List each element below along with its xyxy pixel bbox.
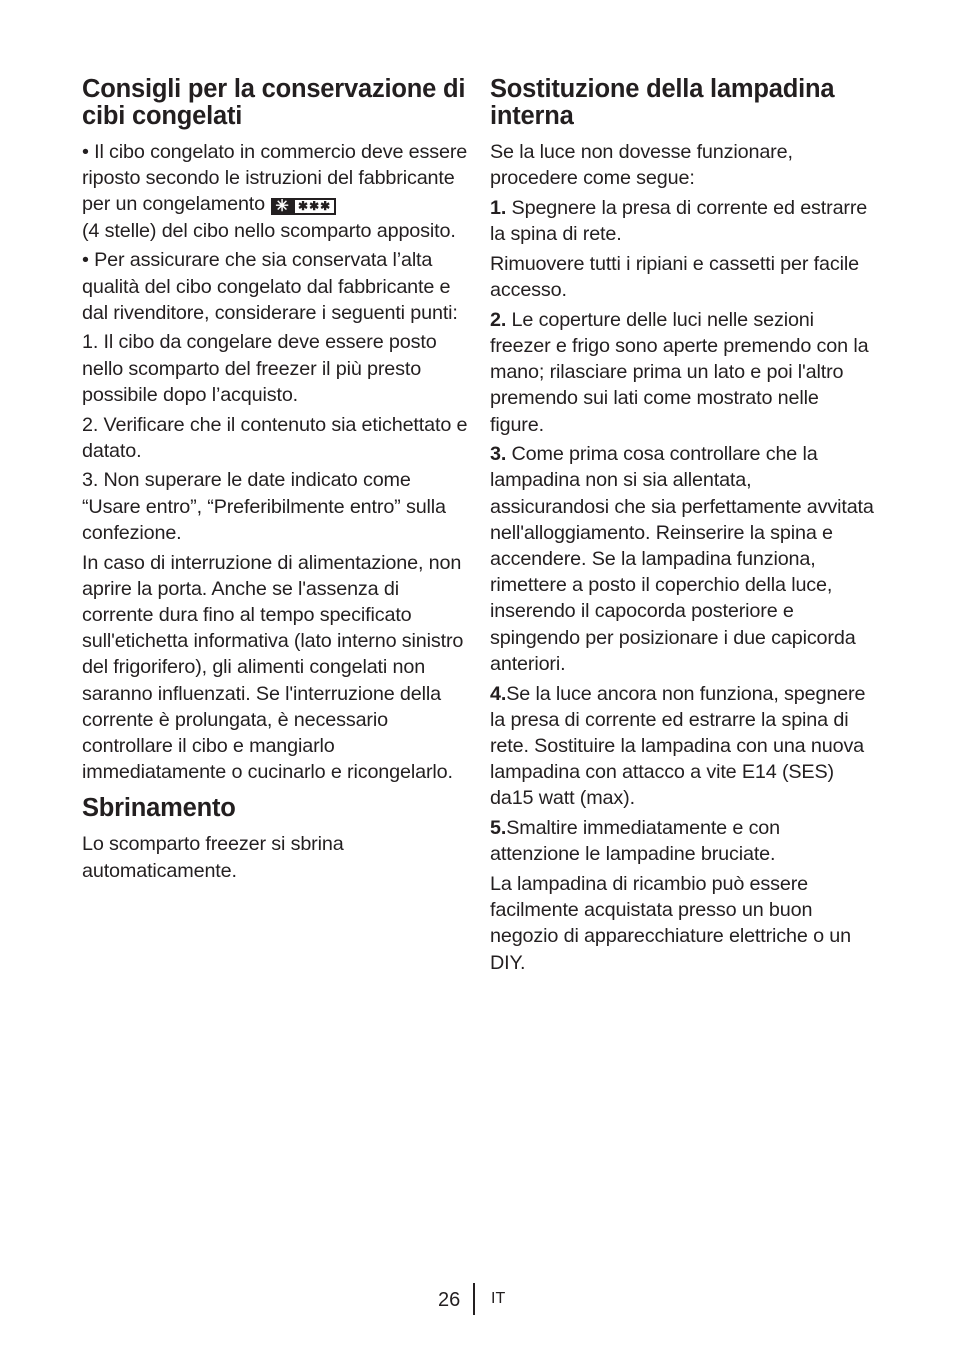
step-3	[490, 441, 875, 677]
language-code: IT	[491, 1290, 506, 1307]
step-2-number: 2.	[490, 308, 507, 331]
step-5	[490, 815, 875, 867]
point-2: 2. Verificare che il contenuto sia etichettato e datato.	[82, 413, 468, 462]
step-4	[490, 681, 875, 812]
step-2-text: Le coperture delle luci nelle sezioni freezer e frigo sono aperte premendo con la mano; rilasciare prima un lato e poi l'altro premendo sui lati come mostrato nelle figure.	[490, 308, 869, 436]
step-3-text: Come prima cosa controllare che la lampadina non si sia allentata, assicurandosi che sia perfettamente avvitata nell'alloggiamento. Reinserire la spina e accendere. Se la lampadina funziona, rimettere a posto il coperchio della luce, inserendo il capocorda posteriore e spingendo per posizionare i due capicorda anteriori.	[490, 443, 874, 675]
bullet-text-before-icon: • Il cibo congelato in commercio deve essere riposto secondo le istruzioni del fabbricante per un congelamento	[82, 141, 468, 216]
bullet-commercial-frozen-food	[82, 139, 472, 244]
step-5-number: 5.	[490, 817, 507, 840]
step-3-number: 3.	[490, 443, 507, 466]
bullet-quality: • Per assicurare che sia conservata l’alta qualità del cibo congelato dal fabbricante e dal rivenditore, considerare i seguenti punti:	[82, 249, 458, 324]
step-4-number: 4.	[490, 682, 507, 705]
remove-shelves-paragraph: Rimuovere tutti i ripiani e cassetti per facile accesso.	[490, 252, 859, 302]
power-cut-paragraph: In caso di interruzione di alimentazione, non aprire la porta. Anche se l'assenza di corrente dura fino al tempo specificato sull'etichetta informativa (lato interno sinistro del frigorifero), gli alimenti congelati non saranno influenzati. Se l'interruzione della corrente è prolungata, è necessario controllare il cibo e mangiarlo immediatamente o cucinarlo e ricongelarlo.	[82, 551, 464, 784]
left-column	[82, 76, 472, 887]
step-1-number: 1.	[490, 196, 507, 219]
section-heading-bulb-replacement: Sostituzione della lampadina interna	[490, 75, 835, 130]
section-heading-defrost: Sbrinamento	[82, 794, 236, 823]
section-heading-frozen-food: Consigli per la conservazione di cibi congelati	[82, 75, 466, 130]
step-1-text: Spegnere la presa di corrente ed estrarre la spina di rete.	[490, 196, 868, 246]
step-1	[490, 195, 875, 247]
intro-paragraph: Se la luce non dovesse funzionare, procedere come segue:	[490, 141, 793, 190]
footer-divider	[473, 1283, 475, 1315]
four-star-freezer-icon: ✳ ✱✱✱	[271, 198, 336, 215]
point-1: 1. Il cibo da congelare deve essere posto nello scomparto del freezer il più presto possibile dopo l’acquisto.	[82, 331, 437, 406]
step-4-text: Se la luce ancora non funziona, spegnere la presa di corrente ed estrarre la spina di rete. Sostituire la lampadina con una nuova lampadina con attacco a vite E14 (SES) da15 watt (max).	[490, 682, 866, 810]
replacement-bulb-paragraph: La lampadina di ricambio può essere facilmente acquistata presso un buon negozio di apparecchiature elettriche o un DIY.	[490, 872, 851, 974]
page-footer	[0, 1283, 954, 1323]
right-column	[490, 76, 875, 979]
point-3: 3. Non superare le date indicato come “Usare entro”, “Preferibilmente entro” sulla confezione.	[82, 469, 446, 544]
bullet-text-after-icon: (4 stelle) del cibo nello scomparto apposito.	[82, 219, 456, 242]
step-5-text: Smaltire immediatamente e con attenzione le lampadine bruciate.	[490, 817, 781, 866]
defrost-paragraph: Lo scomparto freezer si sbrina automaticamente.	[82, 833, 344, 882]
step-2	[490, 307, 875, 438]
page-number: 26	[438, 1289, 461, 1311]
